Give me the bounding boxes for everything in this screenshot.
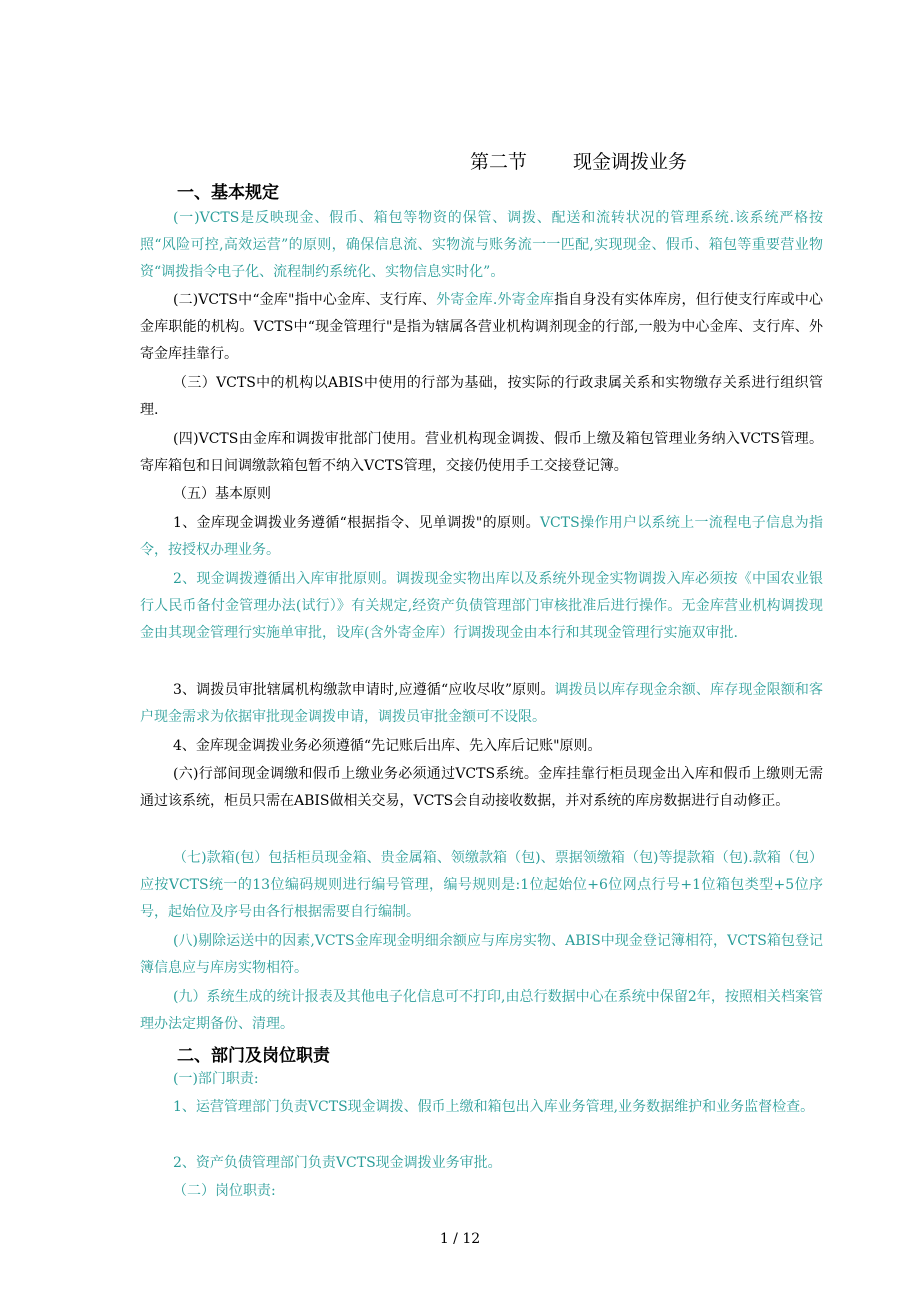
paragraph-5: （五）基本原则 [173,486,271,502]
paragraph-12: (八)剔除运送中的因素,VCTS金库现金明细余额应与库房实物、ABIS中现金登记簿相符，VCTS箱包登记簿信息应与库房实物相符。 [140,933,823,976]
paragraph-2-part-b: 外寄金库.外寄金库 [436,292,555,308]
paragraph-2-part-c: 指自身没有实体库房，但行使支行库或中心金库职能的机构。VCTS中“现金管理行"是指为辖属各营业机构调剂现金的行部,一般为中心金库、支行库、外寄金库挂靠行。 [140,292,823,362]
paragraph-6 [140,510,823,564]
paragraph-1: (一)VCTS是反映现金、假币、箱包等物资的保管、调拨、配送和流转状况的管理系统.该系统严格按照“风险可控,高效运营”的原则，确保信息流、实物流与账务流一一匹配,实现现金、假币、箱包等重要营业物资“调拨指令电子化、流程制约系统化、实物信息实时化”。 [140,210,823,280]
paragraph-13: (九）系统生成的统计报表及其他电子化信息可不打印,由总行数据中心在系统中保留2年，按照相关档案管理办法定期备份、清理。 [140,989,823,1032]
section-name: 现金调拨业务 [573,151,688,173]
section-number: 第二节 [470,151,528,173]
paragraph-6-part-b: VCTS操作用户以系统上一流程电子信息为指令，按授权办理业务。 [140,515,823,558]
paragraph-14: (一)部门职责: [173,1071,259,1087]
paragraph-10: (六)行部间现金调缴和假币上缴业务必须通过VCTS系统。金库挂靠行柜员现金出入库和假币上缴则无需通过该系统，柜员只需在ABIS做相关交易，VCTS会自动接收数据，并对系统的库房数据进行自动修正。 [140,766,823,809]
paragraph-2 [140,287,823,368]
paragraph-15: 1、运营管理部门负责VCTS现金调拨、假币上缴和箱包出入库业务管理,业务数据维护和业务监督检查。 [173,1099,815,1115]
paragraph-17: （二）岗位职责: [173,1183,276,1199]
section-title [470,147,687,174]
paragraph-2-part-a: (二)VCTS中“金库"指中心金库、支行库、 [173,292,437,308]
paragraph-7: 2、现金调拨遵循出入库审批原则。调拨现金实物出库以及系统外现金实物调拨入库必须按《中国农业银行人民币备付金管理办法(试行）》有关规定,经资产负债管理部门审核批准后进行操作。无金库营业机构调拨现金由其现金管理行实施单审批，设库(含外寄金库）行调拨现金由本行和其现金管理行实施双审批. [140,571,823,641]
paragraph-8-part-a: 3、调拨员审批辖属机构缴款申请时,应遵循“应收尽收”原则。 [173,682,555,698]
heading-duties: 二、部门及岗位职责 [177,1046,330,1066]
paragraph-16: 2、资产负债管理部门负责VCTS现金调拨业务审批。 [173,1155,502,1171]
page-number: 1 / 12 [439,1231,481,1247]
paragraph-6-part-a: 1、金库现金调拨业务遵循“根据指令、见单调拨"的原则。 [173,515,540,531]
paragraph-3: （三）VCTS中的机构以ABIS中使用的行部为基础，按实际的行政隶属关系和实物缴存关系进行组织管理. [140,375,823,418]
heading-basic-rules: 一、基本规定 [177,183,279,203]
paragraph-8 [140,677,823,731]
paragraph-9: 4、金库现金调拨业务必须遵循“先记账后出库、先入库后记账"原则。 [173,738,602,754]
paragraph-11: （七)款箱(包）包括柜员现金箱、贵金属箱、领缴款箱（包)、票据领缴箱（包)等提款箱（包).款箱（包）应按VCTS统一的13位编码规则进行编号管理，编号规则是:1位起始位+6位网点行号+1位箱包类型+5位序号，起始位及序号由各行根据需要自行编制。 [140,850,823,920]
paragraph-4: (四)VCTS由金库和调拨审批部门使用。营业机构现金调拨、假币上缴及箱包管理业务纳入VCTS管理。寄库箱包和日间调缴款箱包暂不纳入VCTS管理，交接仍使用手工交接登记簿。 [140,431,823,474]
paragraph-8-part-b: 调拨员以库存现金余额、库存现金限额和客户现金需求为依据审批现金调拨申请，调拨员审批金额可不设限。 [140,682,824,725]
